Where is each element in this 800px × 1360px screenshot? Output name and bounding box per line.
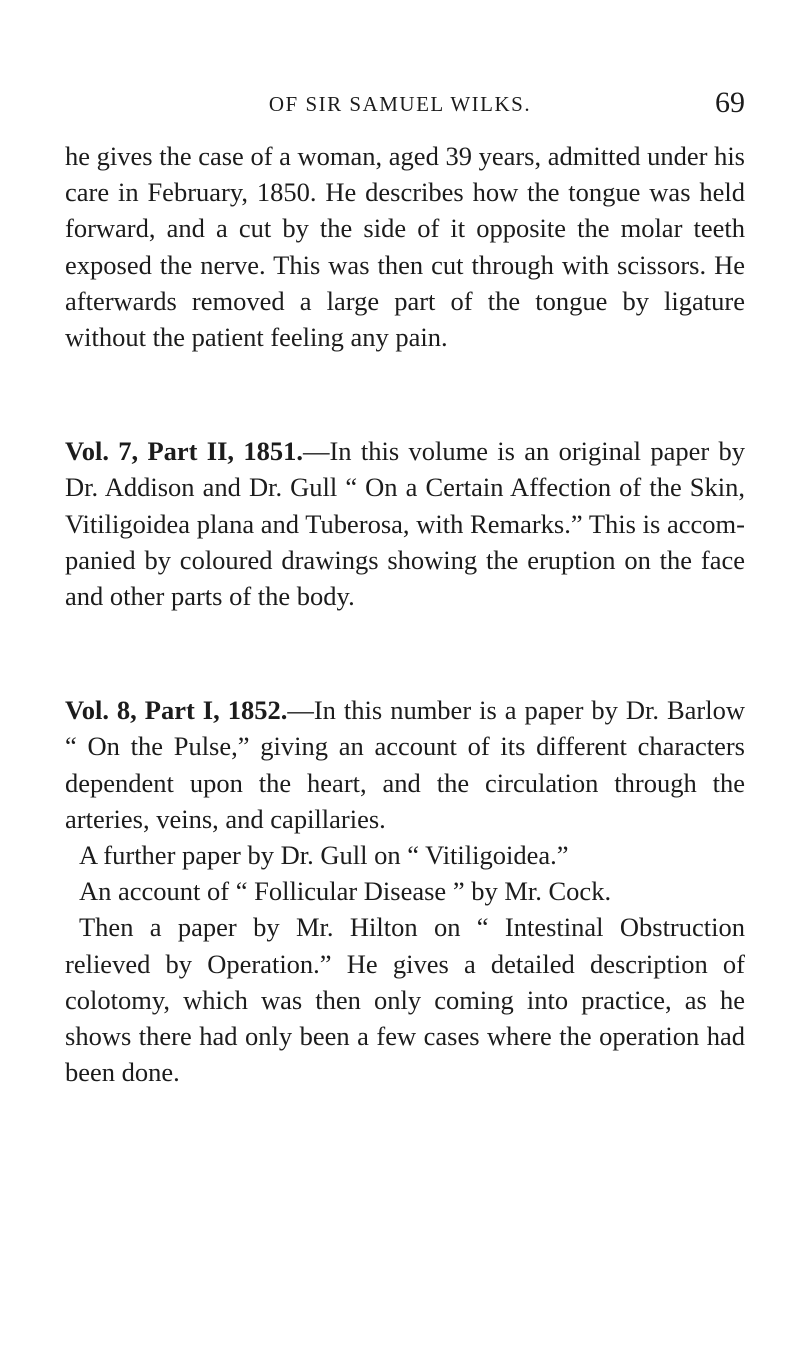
vol-7-text: —In this volume is an original paper by Dr. Addison and Dr. Gull “ On a Certain Affection of the Skin, Vitiligoidea plana and Tuberosa, with Remarks.” This is accompanied by coloured drawings showing the eruption on the face and other parts of the body.: [65, 436, 746, 612]
paragraph-vol-8: [65, 692, 745, 837]
vol-8-heading: Vol. 8, Part I, 1852.: [65, 695, 288, 726]
section-gap: [65, 614, 745, 692]
paragraph-intestinal-obstruction: Then a paper by Mr. Hilton on “ Intestinal Obstruction relieved by Operation.” He gives a detailed description of colotomy, which was then only coming into practice, as he shows there had only been a few cases where the operation had been done.: [65, 912, 745, 1088]
paragraph-tongue-case: he gives the case of a woman, aged 39 years, admitted under his care in February, 1850. He describes how the tongue was held forward, and a cut by the side of it opposite the molar teeth exposed the nerve. This was then cut through with scissors. He afterwards removed a large part of the tongue by ligature without the patient feeling any pain.: [65, 141, 745, 353]
section-gap: [65, 355, 745, 433]
paragraph-follicular-disease: An account of “ Follicular Disease ” by Mr. Cock.: [79, 876, 612, 907]
vol-7-heading: Vol. 7, Part II, 1851.: [65, 436, 303, 467]
running-title: OF SIR SAMUEL WILKS.: [268, 92, 532, 116]
running-head: [0, 88, 800, 124]
page-number: 69: [715, 86, 745, 119]
body-text: [65, 138, 745, 1090]
paragraph-gull-vitiligoidea: A further paper by Dr. Gull on “ Vitiligoidea.”: [79, 840, 569, 871]
paragraph-vol-7: [65, 433, 745, 614]
vol-8-text: —In this number is a paper by Dr. Barlow “ On the Pulse,” giving an account of its different characters dependent upon the heart, and the circulation through the arteries, veins, and capillaries.: [65, 695, 745, 834]
